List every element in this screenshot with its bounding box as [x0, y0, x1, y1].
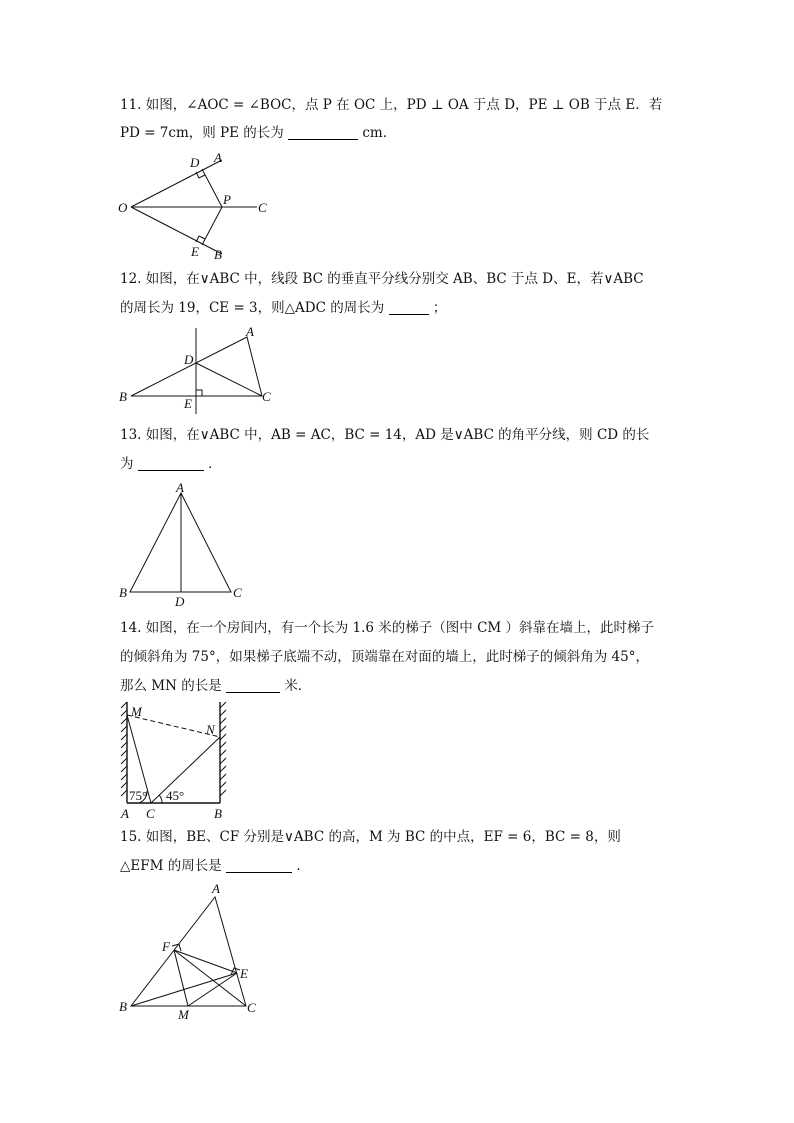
q12-label-b: B	[119, 389, 127, 404]
q14-line-1: 14. 如图，在一个房间内，有一个长为 1.6 米的梯子（图中 CM ）斜靠在墙上，此时梯子	[120, 620, 655, 636]
q13-line-1: 13. 如图，在∨ABC 中，AB = AC，BC = 14，AD 是∨ABC 的角平分线，则 CD 的长	[120, 427, 650, 443]
q14-angle-75: 75°	[129, 788, 148, 803]
q14-label-m: M	[131, 704, 142, 719]
q15-label-a: A	[212, 881, 220, 896]
q15-label-c: C	[247, 1000, 256, 1015]
q14-label-n: N	[206, 722, 215, 737]
q13-label-c: C	[233, 585, 242, 600]
q12-label-c: C	[262, 389, 271, 404]
q12-line-1: 12. 如图，在∨ABC 中，线段 BC 的垂直平分线分别交 AB、BC 于点 D、E，若∨ABC	[120, 271, 644, 287]
q11-label-a: A	[214, 150, 222, 165]
q13-label-a: A	[176, 480, 184, 495]
q12-label-e: E	[184, 396, 192, 411]
q12-label-d: D	[184, 352, 194, 367]
q14-line-3-pre: 那么 MN 的长是	[120, 678, 222, 694]
q14-label-b: B	[214, 806, 222, 821]
q15-label-m: M	[178, 1007, 189, 1022]
q11-label-p: P	[223, 192, 231, 207]
q14-line-2: 的倾斜角为 75°，如果梯子底端不动，顶端靠在对面的墙上，此时梯子的倾斜角为 45°，	[120, 649, 649, 665]
q11-line-2-pre: PD = 7cm，则 PE 的长为	[120, 125, 284, 141]
q11-label-o: O	[118, 200, 128, 215]
q11-line-2-post: cm．	[362, 125, 397, 141]
q11-line-1: 11. 如图，∠AOC = ∠BOC，点 P 在 OC 上，PD ⊥ OA 于点 D，PE ⊥ OB 于点 E．若	[120, 97, 663, 113]
q12-line-2-post: ；	[432, 300, 447, 316]
q11-label-b: B	[214, 247, 222, 262]
q14-label-a: A	[121, 806, 129, 821]
q11-label-d: D	[190, 155, 200, 170]
q15-label-e: E	[240, 966, 248, 981]
q13-label-d: D	[175, 594, 185, 609]
q15-label-f: F	[162, 939, 170, 954]
q13-line-2-pre: 为	[120, 456, 134, 472]
q12-label-a: A	[246, 324, 254, 339]
q14-label-c: C	[146, 806, 155, 821]
q11-label-e: E	[191, 244, 199, 259]
q13-line-2-post: ．	[208, 456, 222, 472]
q14-angle-45: 45°	[166, 788, 185, 803]
q12-line-2-pre: 的周长为 19，CE = 3，则△ADC 的周长为	[120, 300, 385, 316]
q13-label-b: B	[119, 585, 127, 600]
q15-label-b: B	[119, 999, 127, 1014]
q14-line-3-post: 米．	[284, 678, 312, 694]
q15-line-2-pre: △EFM 的周长是	[120, 858, 222, 874]
q15-line-2-post: ．	[296, 858, 310, 874]
q11-label-c: C	[258, 200, 267, 215]
q15-line-1: 15. 如图，BE、CF 分别是∨ABC 的高，M 为 BC 的中点，EF = 6，BC = 8，则	[120, 829, 621, 845]
